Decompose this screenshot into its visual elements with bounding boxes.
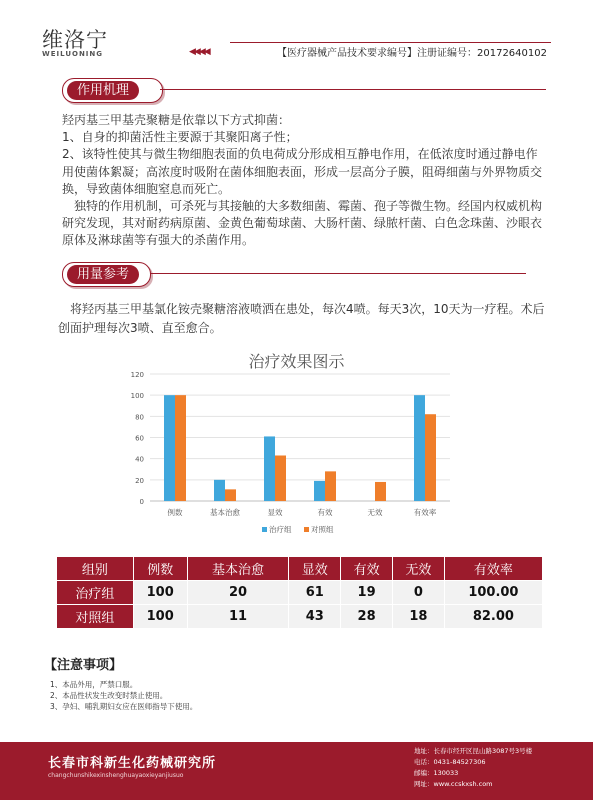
x-tick-label: 有效 <box>317 508 333 517</box>
y-tick-label: 40 <box>135 455 144 464</box>
section-header-dosage <box>62 262 151 287</box>
chevron-left-icon: ◀◀◀◀ <box>189 47 209 57</box>
bar <box>425 414 436 501</box>
table-cell: 100 <box>133 581 187 605</box>
notes-list <box>50 679 197 712</box>
table-cell: 28 <box>341 605 393 629</box>
y-tick-label: 100 <box>130 392 144 401</box>
bar <box>164 395 175 501</box>
note-item: 1、本品外用，严禁口服。 <box>50 680 138 689</box>
bar <box>225 489 236 501</box>
section-header-mechanism <box>62 78 163 103</box>
table-cell: 18 <box>393 605 445 629</box>
bar <box>275 455 286 501</box>
mechanism-paragraph: 2、该特性使其与微生物细胞表面的负电荷成分形成相互静电作用，在低浓度时通过静电作用使菌体絮凝；高浓度时吸附在菌体细胞表面，形成一层高分子膜，阻碍细菌与外界物质交换，导致菌体细胞窒息而死亡。 <box>62 147 543 196</box>
bar <box>314 481 325 501</box>
company-name: 长春市科新生化药械研究所 <box>48 756 217 771</box>
table-cell: 61 <box>289 581 341 605</box>
table-header-cell: 有效率 <box>444 557 542 581</box>
table-cell: 82.00 <box>444 605 542 629</box>
y-tick-label: 60 <box>135 434 144 443</box>
chart-title: 治疗效果图示 <box>248 352 345 371</box>
table-header-cell: 无效 <box>393 557 445 581</box>
note-item: 2、本品性状发生改变时禁止使用。 <box>50 691 168 700</box>
bar <box>375 482 386 501</box>
x-tick-label: 例数 <box>167 508 183 517</box>
x-tick-label: 基本治愈 <box>210 508 240 517</box>
table-cell: 19 <box>341 581 393 605</box>
bar <box>264 436 275 501</box>
section-title-mechanism: 作用机理 <box>67 81 139 100</box>
dosage-text: 将羟丙基三甲基氯化铵壳聚糖溶液喷洒在患处，每次4喷。每天3次，10天为一疗程。术后创面护理每次3喷、直至愈合。 <box>58 302 545 335</box>
mechanism-paragraph: 1、自身的抑菌活性主要源于其聚阳离子性； <box>62 130 298 145</box>
table-row-label: 治疗组 <box>57 581 134 605</box>
bar <box>414 395 425 501</box>
header-divider <box>230 42 551 43</box>
table-cell: 100.00 <box>444 581 542 605</box>
x-tick-label: 无效 <box>367 508 383 517</box>
section-rule <box>160 89 546 90</box>
y-tick-label: 20 <box>135 476 144 485</box>
table-cell: 20 <box>187 581 289 605</box>
contact-postcode: 邮编：130033 <box>414 769 459 777</box>
mechanism-text <box>62 112 547 250</box>
y-tick-label: 0 <box>139 498 144 506</box>
y-tick-label: 120 <box>130 371 144 379</box>
results-table <box>56 556 543 629</box>
bar <box>214 480 225 501</box>
table-cell: 11 <box>187 605 289 629</box>
contact-info <box>414 746 532 790</box>
legend-swatch <box>304 527 309 532</box>
contact-website: 网址：www.ccskxsh.com <box>414 780 493 788</box>
table-header-cell: 例数 <box>133 557 187 581</box>
table-row-label: 对照组 <box>57 605 134 629</box>
mechanism-paragraph: 羟丙基三甲基壳聚糖是依靠以下方式抑菌： <box>62 113 291 127</box>
legend-label: 对照组 <box>311 525 334 534</box>
x-tick-label: 有效率 <box>413 508 437 517</box>
table-cell: 43 <box>289 605 341 629</box>
x-tick-label: 显效 <box>267 508 283 517</box>
bar <box>325 471 336 501</box>
table-header-row <box>57 557 543 581</box>
table-row <box>57 605 543 629</box>
table-header-cell: 有效 <box>341 557 393 581</box>
contact-phone: 电话：0431-84527306 <box>414 758 486 766</box>
table-row <box>57 581 543 605</box>
legend-swatch <box>262 527 267 532</box>
contact-address: 地址：长春市经开区昆山路3087号3号楼 <box>414 747 533 755</box>
table-cell: 0 <box>393 581 445 605</box>
bar <box>175 395 186 501</box>
table-header-cell: 基本治愈 <box>187 557 289 581</box>
brand-name: 维洛宁 <box>42 28 108 52</box>
legend-label: 治疗组 <box>269 525 292 534</box>
table-header-cell: 显效 <box>289 557 341 581</box>
table-header-cell: 组别 <box>57 557 134 581</box>
notes-title: 【注意事项】 <box>44 658 123 673</box>
section-rule <box>150 273 526 274</box>
section-title-dosage: 用量参考 <box>67 265 139 284</box>
registration-number: 【医疗器械产品技术要求编号】注册证编号：20172640102 <box>277 48 547 59</box>
company-pinyin: changchunshikexinshenghuayaoxieyanjiusuo <box>48 772 184 779</box>
bar-chart <box>110 366 466 546</box>
note-item: 3、孕妇、哺乳期妇女应在医师指导下使用。 <box>50 702 198 711</box>
y-tick-label: 80 <box>135 413 144 422</box>
table-cell: 100 <box>133 605 187 629</box>
brand-name-english: WEILUONING <box>42 50 104 58</box>
mechanism-paragraph: 独特的作用机制，可杀死与其接触的大多数细菌、霉菌、孢子等微生物。经国内权威机构研究发现，其对耐药病原菌、金黄色葡萄球菌、大肠杆菌、绿脓杆菌、白色念珠菌、沙眼衣原体及淋球菌等有强大的杀菌作用。 <box>62 199 543 248</box>
